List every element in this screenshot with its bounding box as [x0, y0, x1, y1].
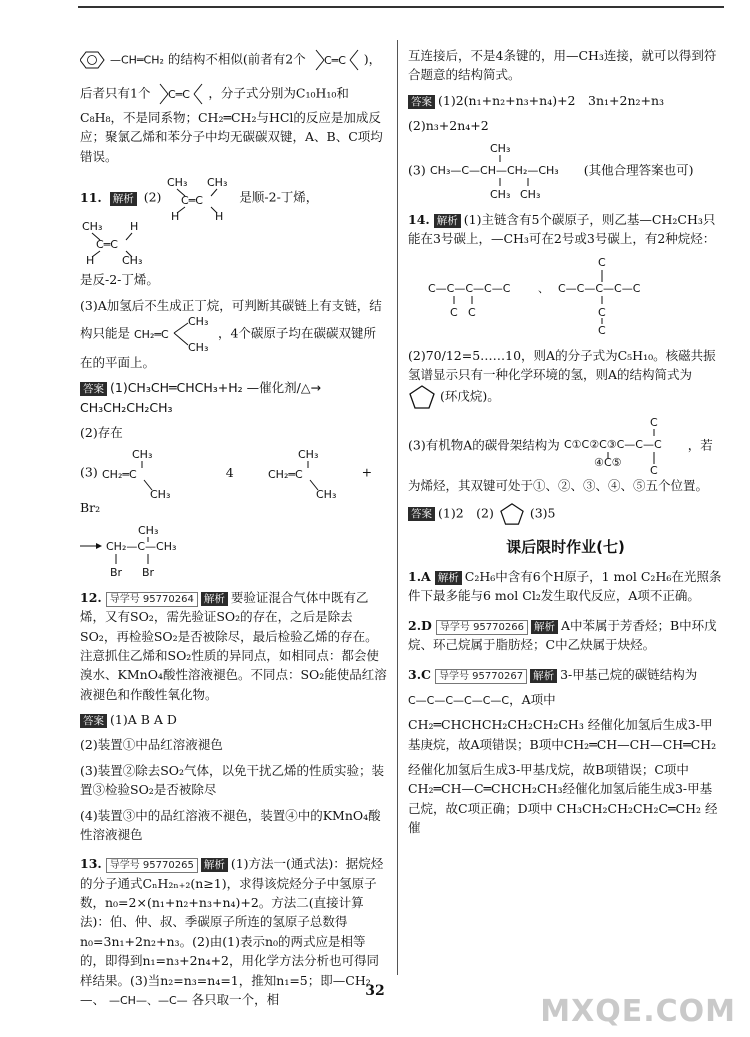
question-number: 12.: [80, 589, 102, 605]
para-text: ，A项中: [509, 691, 556, 707]
svg-text:H: H: [130, 220, 139, 234]
svg-text:Br: Br: [142, 565, 155, 578]
section-title: 课后限时作业(七): [506, 537, 625, 556]
svg-text:C—C—C—C—C: C—C—C—C—C: [428, 282, 511, 296]
item-12: [80, 588, 388, 845]
part-label: (3): [80, 464, 98, 480]
para-text: (3)有机物A的碳骨架结构为: [408, 437, 560, 453]
double-bond-structure-icon: [310, 46, 360, 74]
isobutylene-structure: [268, 448, 358, 498]
svg-text:H: H: [171, 210, 180, 221]
svg-text:C═C: C═C: [168, 88, 191, 101]
ch-group: —CH—、—C—: [109, 993, 188, 1007]
svg-text:C═C: C═C: [96, 238, 118, 252]
answer-line: (3)5: [529, 505, 556, 521]
guide-number-badge: 导学号 95770266: [436, 620, 528, 635]
para-text: (1)主链含有5个碳原子，则乙基—CH₂CH₃只能在3号碳上，—CH₃可在2号或3号碳上，有2种烷烃：: [408, 211, 716, 246]
para-text: ，4个碳原子均在碳碳双键所在的平面上。: [80, 325, 376, 370]
item-14: [408, 210, 723, 526]
answer-tag: 答案: [80, 714, 107, 728]
para-text: 要验证混合气体中既有乙烯，又有SO₂，需先验证SO₂的存在，之后是除去SO₂，再检验SO₂是否被除尽，最后检验乙烯的存在。注意抓住乙烯和SO₂性质的异同点，如相同点：都会使溴水、KMnO₄酸性溶液褪色。不同点：SO₂能使品红溶液褪色和作酸性氧化物。: [80, 589, 387, 702]
cis-2-butene-structure: [165, 176, 235, 220]
benzene-ring-icon: [80, 50, 106, 70]
svg-text:CH₃: CH₃: [489, 187, 511, 200]
svg-text:、: 、: [538, 282, 549, 296]
svg-text:Br: Br: [110, 565, 123, 578]
svg-text:CH₂═C: CH₂═C: [101, 468, 137, 482]
analysis-tag: 解析: [110, 192, 137, 206]
branched-alkane-structure: [430, 142, 580, 200]
svg-text:C: C: [598, 306, 606, 320]
left-column: [80, 46, 388, 1019]
para-text: (1)方法一(通式法)：据烷烃的分子通式CₙH₂ₙ₊₂(n≥1)，求得该烷烃分子中氢原子数，n₀=2×(n₁+n₂+n₃+n₄)+2。方法二(直接计算法)：伯、仲、叔、季碳原子所连的氢原子总数得n₀=3n₁+2n₂+n₃。(2)由(1)表示n₀的两式应是相等的，即得到n₁=n₃+2n₄+2，用化学方法分析也可得同样结果。(3)当n₂=n₃=n₄=1，推知n₁=5；即—CH₂—、: [80, 856, 384, 1007]
guide-number-badge: 导学号 95770267: [435, 669, 527, 684]
answer-line: (1)2 (2): [438, 505, 494, 521]
para-text: CH₂═CHCHCH₂CH₂CH₂CH₃ 经催化加氢后生成3-甲基庚烷，故A项错误；B项中CH₂═CH—CH—CH═CH₂: [408, 717, 717, 752]
svg-text:CH₃: CH₃: [188, 340, 209, 353]
svg-text:C═C: C═C: [323, 54, 346, 67]
answer-line: (2)装置①中品红溶液褪色: [80, 737, 223, 753]
svg-text:C: C: [649, 464, 658, 477]
para-text: (其他合理答案也可): [583, 162, 694, 177]
isobutylene-structure: [102, 448, 192, 498]
svg-text:C: C: [649, 416, 658, 430]
para-text: 是反-2-丁烯。: [80, 272, 159, 288]
exercise-3: [408, 665, 723, 838]
svg-text:CH₃: CH₃: [297, 448, 318, 462]
svg-text:CH₃: CH₃: [82, 220, 103, 234]
dibromo-product-structure: [80, 524, 190, 578]
answer-line: (1)A B A D: [110, 712, 177, 727]
trans-2-butene-structure: [80, 220, 150, 264]
watermark-logo: MXQE.COM: [540, 994, 736, 1029]
isobutylene-structure: [134, 315, 214, 353]
part-label: (2): [143, 189, 162, 205]
para-text: 后者只有1个: [80, 85, 151, 101]
svg-text:CH₃: CH₃: [188, 314, 209, 328]
exercise-1: [408, 567, 723, 606]
carbon-chain: C—C—C—C—C—C: [408, 693, 510, 707]
svg-text:④: ④: [593, 456, 604, 470]
reagent: + Br₂: [80, 464, 373, 516]
right-column: [408, 46, 723, 848]
analysis-tag: 解析: [531, 620, 558, 634]
svg-text:CH₃—C—CH—CH₂—CH₃: CH₃—C—CH—CH₂—CH₃: [429, 163, 559, 177]
para-text: (3)A加氢后不生成正丁烷，可判断其碳链上有支链，结构只能是: [80, 297, 382, 341]
question-number: 3.C: [408, 666, 431, 682]
page-number: 32: [365, 983, 385, 999]
exercise-2: [408, 616, 723, 655]
question-number: 2.D: [408, 617, 432, 633]
svg-text:CH₃: CH₃: [149, 488, 171, 499]
double-bond-structure-icon: [154, 80, 204, 108]
para-text: 的结构不相似(前者有2个: [167, 51, 306, 67]
svg-text:CH₃: CH₃: [489, 141, 511, 155]
cyclopentane-icon: [408, 384, 436, 410]
answer-line: (2)存在: [80, 425, 123, 440]
svg-text:CH₃: CH₃: [167, 176, 188, 190]
analysis-tag: 解析: [530, 669, 557, 683]
para-text: 各只取一个，相: [191, 991, 280, 1007]
svg-text:CH₃: CH₃: [138, 523, 159, 537]
cyclopentane-icon: [498, 502, 526, 526]
numbered-carbon-skeleton: [564, 416, 684, 476]
svg-text:CH₃: CH₃: [207, 176, 228, 190]
analysis-tag: 解析: [201, 858, 228, 872]
svg-text:CH₃: CH₃: [519, 187, 541, 200]
svg-text:C: C: [468, 306, 476, 320]
svg-text:C: C: [450, 306, 458, 320]
question-number: 14.: [408, 211, 430, 227]
item-11: [80, 176, 388, 578]
svg-text:C═C: C═C: [181, 194, 204, 208]
svg-text:C⑤: C⑤: [603, 456, 622, 470]
svg-text:C①C②C③C—C—C: C①C②C③C—C—C: [563, 438, 662, 452]
answer-line: (4)装置③中的品红溶液不褪色，装置④中的KMnO₄酸性溶液褪色: [80, 807, 381, 842]
svg-text:CH₃: CH₃: [315, 488, 336, 499]
para-text: ，若为烯烃，其双键可处于①、②、③、④、⑤五个位置。: [408, 437, 713, 494]
para-text: ，分子式分别为C₁₀H₁₀和C₈H₈，不是同系物；CH₂═CH₂与HCl的反应是加成反应；聚氯乙烯和苯分子中均无碳碳双键，A、B、C项均错误。: [80, 85, 383, 164]
svg-text:C: C: [598, 256, 606, 270]
part-label: (3): [408, 162, 426, 177]
analysis-tag: 解析: [435, 571, 462, 585]
item-10-continuation: —CH═CH₂ 的结构不相似(前者有2个 C═C )， 后者只有1个 C═C ，分子式分别为C₁₀H₁₀和C₈H₈，不是同系物；CH₂═CH₂与HCl的反应是加成反应；聚氯乙烯和苯分子中均无碳碳双键，A、B、C项均错误。: [80, 46, 388, 166]
svg-text:CH₃: CH₃: [131, 448, 153, 462]
para-text: A中苯属于芳香烃；B中环戊烷、环己烷属于脂肪烃；C中乙炔属于炔烃。: [408, 617, 717, 653]
svg-text:H: H: [215, 210, 224, 221]
svg-text:CH₂—C—CH₃: CH₂—C—CH₃: [106, 539, 177, 553]
para-text: (2)70/12=5……10，则A的分子式为C₅H₁₀。核磁共振氢谱显示只有一种化学环境的氢，则A的结构简式为: [408, 347, 716, 382]
question-number: 11.: [80, 189, 102, 205]
top-rule: [78, 6, 724, 8]
answer-value: 4: [225, 464, 234, 480]
question-number: 1.A: [408, 569, 431, 584]
para-text: 互连接后，不是4条键的，用—CH₃连接，就可以得到符合题意的结构简式。: [408, 48, 717, 83]
svg-text:CH₃: CH₃: [122, 254, 143, 265]
item-13-continuation: [408, 46, 723, 200]
answer-line: (2)n₃+2n₄+2: [408, 118, 489, 134]
question-number: 13.: [80, 856, 102, 872]
answer-line: (3)装置②除去SO₂气体，以免干扰乙烯的性质实验；装置③检验SO₂是否被除尽: [80, 762, 385, 798]
analysis-tag: 解析: [434, 214, 461, 228]
guide-number-badge: 导学号 95770265: [106, 858, 198, 873]
answer-line: (1)CH₃CH═CHCH₃+H₂ —催化剂/△→ CH₃CH₂CH₂CH₃: [80, 380, 321, 415]
carbon-skeleton-structures: [408, 254, 708, 334]
para-text: 经催化加氢后生成3-甲基戊烷，故B项错误；C项中CH₂═CH—C═CHCH₂CH₃经催化加氢后能生成3-甲基己烷，故C项正确；D项中 CH₃CH₂CH₂CH₂C═CH₂ 经催: [408, 762, 718, 836]
styrene-formula: —CH═CH₂: [109, 53, 164, 67]
para-text: 是顺-2-丁烯，: [239, 189, 319, 205]
answer-tag: 答案: [408, 507, 435, 521]
para-text: C₂H₆中含有6个H原子，1 mol C₂H₆在光照条件下最多能与6 mol Cl₂发生取代反应，A项不正确。: [408, 569, 722, 604]
para-text: 3-甲基己烷的碳链结构为: [560, 666, 698, 682]
svg-text:C: C: [598, 324, 606, 335]
guide-number-badge: 导学号 95770264: [106, 592, 198, 607]
answer-line: (1)2(n₁+n₂+n₃+n₄)+2 3n₁+2n₂+n₃: [438, 92, 665, 108]
para-text: (环戊烷)。: [439, 388, 500, 404]
answer-tag: 答案: [80, 382, 107, 396]
svg-text:H: H: [86, 254, 95, 265]
svg-text:C—C—C—C—C: C—C—C—C—C: [558, 282, 641, 296]
analysis-tag: 解析: [201, 592, 228, 606]
column-divider: [397, 40, 398, 975]
answer-tag: 答案: [408, 95, 435, 109]
svg-text:CH₂═C: CH₂═C: [267, 468, 303, 482]
svg-text:CH₂═C: CH₂═C: [134, 327, 169, 341]
